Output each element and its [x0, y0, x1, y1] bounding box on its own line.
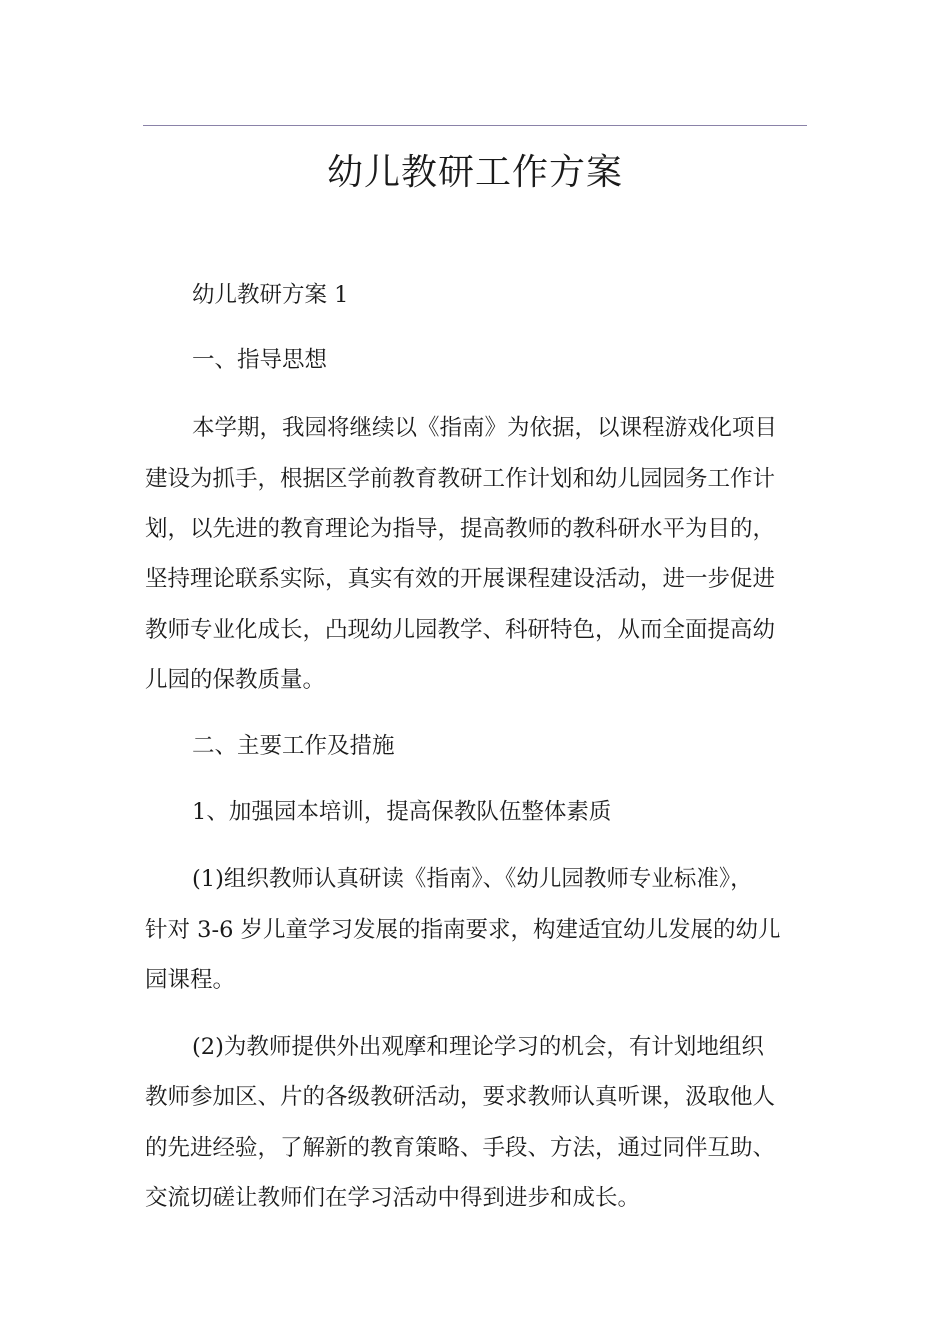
paragraph-line: (2)为教师提供外出观摩和理论学习的机会，有计划地组织 — [192, 1034, 764, 1060]
header-rule — [143, 125, 807, 126]
section-subtitle: 幼儿教研方案 1 — [192, 282, 349, 308]
paragraph-line: (1)组织教师认真研读《指南》、《幼儿园教师专业标准》， — [192, 866, 753, 892]
heading-main-work: 二、主要工作及措施 — [192, 733, 395, 759]
heading-guiding-ideology: 一、指导思想 — [192, 347, 328, 373]
document-title: 幼儿教研工作方案 — [326, 152, 623, 193]
paragraph-line: 的先进经验，了解新的教育策略、手段、方法，通过同伴互助、 — [145, 1135, 776, 1161]
paragraph-line: 园课程。 — [145, 967, 236, 993]
paragraph-line: 针对 3-6 岁儿童学习发展的指南要求，构建适宜幼儿发展的幼儿 — [145, 917, 781, 943]
paragraph-line: 坚持理论联系实际，真实有效的开展课程建设活动，进一步促进 — [145, 566, 776, 592]
paragraph-line: 交流切磋让教师们在学习活动中得到进步和成长。 — [145, 1185, 641, 1211]
paragraph-line: 建设为抓手，根据区学前教育教研工作计划和幼儿园园务工作计 — [145, 466, 776, 492]
paragraph-line: 本学期，我园将继续以《指南》为依据，以课程游戏化项目 — [192, 415, 778, 441]
paragraph-line: 教师参加区、片的各级教研活动，要求教师认真听课，汲取他人 — [145, 1084, 776, 1110]
item-heading-training: 1、加强园本培训，提高保教队伍整体素质 — [192, 799, 612, 825]
paragraph-line: 儿园的保教质量。 — [145, 667, 326, 693]
paragraph-line: 教师专业化成长，凸现幼儿园教学、科研特色，从而全面提高幼 — [145, 617, 776, 643]
paragraph-line: 划，以先进的教育理论为指导，提高教师的教科研水平为目的， — [145, 516, 776, 542]
